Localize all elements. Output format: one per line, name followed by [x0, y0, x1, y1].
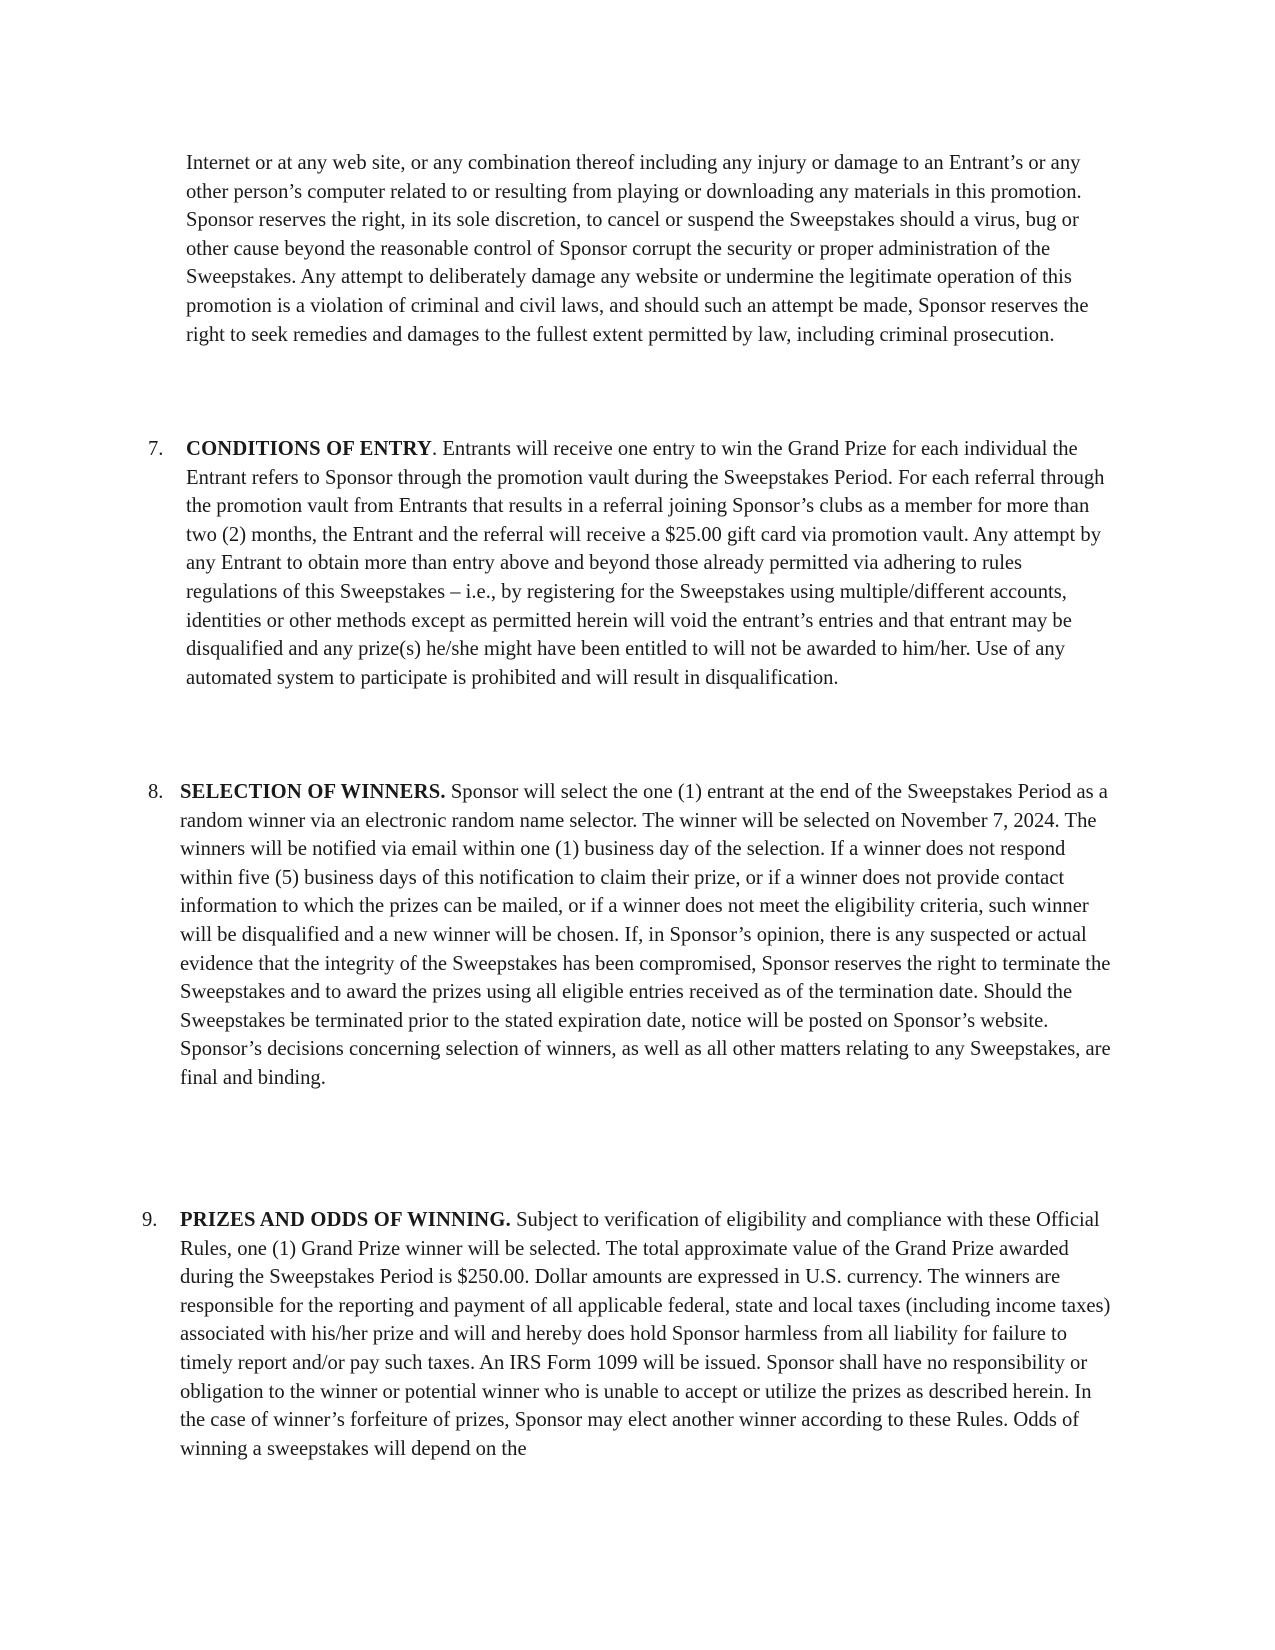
section-9-heading: PRIZES AND ODDS OF WINNING. [180, 1209, 511, 1231]
section-8-heading: SELECTION OF WINNERS. [180, 781, 446, 803]
section-9-number: 9. [142, 1209, 158, 1231]
section-7-heading: CONDITIONS OF ENTRY [186, 438, 433, 460]
section-8-selection-of-winners [180, 778, 1116, 1093]
section-7-body: . Entrants will receive one entry to win the Grand Prize for each individual the Entrant refers to Sponsor through the promotion vault during the Sweepstakes Period. For each referral through the promotion vault from Entrants that results in a referral joining Sponsor’s clubs as a member for more than two (2) months, the Entrant and the referral will receive a $25.00 gift card via promotion vault. Any attempt by any Entrant to obtain more than entry above and beyond those already permitted via adhering to rules regulations of this Sweepstakes – i.e., by registering for the Sweepstakes using multiple/different accounts, identities or other methods except as permitted herein will void the entrant’s entries and that entrant may be disqualified and any prize(s) he/she might have been entitled to will not be awarded to him/her. Use of any automated system to participate is prohibited and will result in disqualification. [186, 438, 1105, 689]
section-9-prizes-and-odds [180, 1206, 1116, 1463]
continuation-paragraph: Internet or at any web site, or any combination thereof including any injury or damage to an Entrant’s or any other person’s computer related to or resulting from playing or downloading any materials in this promotion. Sponsor reserves the right, in its sole discretion, to cancel or suspend the Sweepstakes should a virus, bug or other cause beyond the reasonable control of Sponsor corrupt the security or proper administration of the Sweepstakes. Any attempt to deliberately damage any website or undermine the legitimate operation of this promotion is a violation of criminal and civil laws, and should such an attempt be made, Sponsor reserves the right to seek remedies and damages to the fullest extent permitted by law, including criminal prosecution. [186, 152, 1089, 346]
section-8-number: 8. [148, 781, 164, 803]
section-8-body: Sponsor will select the one (1) entrant at the end of the Sweepstakes Period as a random winner via an electronic random name selector. The winner will be selected on November 7, 2024. The winners will be notified via email within one (1) business day of the selection. If a winner does not respond within five (5) business days of this notification to claim their prize, or if a winner does not provide contact information to which the prizes can be mailed, or if a winner does not meet the eligibility criteria, such winner will be disqualified and a new winner will be chosen. If, in Sponsor’s opinion, there is any suspected or actual evidence that the integrity of the Sweepstakes has been compromised, Sponsor reserves the right to terminate the Sweepstakes and to award the prizes using all eligible entries received as of the termination date. Should the Sweepstakes be terminated prior to the stated expiration date, notice will be posted on Sponsor’s website. Sponsor’s decisions concerning selection of winners, as well as all other matters relating to any Sweepstakes, are final and binding. [180, 781, 1111, 1089]
section-9-body: Subject to verification of eligibility and compliance with these Official Rules, one (1) Grand Prize winner will be selected. The total approximate value of the Grand Prize awarded during the Sweepstakes Period is $250.00. Dollar amounts are expressed in U.S. currency. The winners are responsible for the reporting and payment of all applicable federal, state and local taxes (including income taxes) associated with his/her prize and will and hereby does hold Sponsor harmless from all liability for failure to timely report and/or pay such taxes. An IRS Form 1099 will be issued. Sponsor shall have no responsibility or obligation to the winner or potential winner who is unable to accept or utilize the prizes as described herein. In the case of winner’s forfeiture of prizes, Sponsor may elect another winner according to these Rules. Odds of winning a sweepstakes will depend on the [180, 1209, 1111, 1460]
section-7-number: 7. [148, 438, 164, 460]
section-7-conditions-of-entry [186, 435, 1116, 692]
